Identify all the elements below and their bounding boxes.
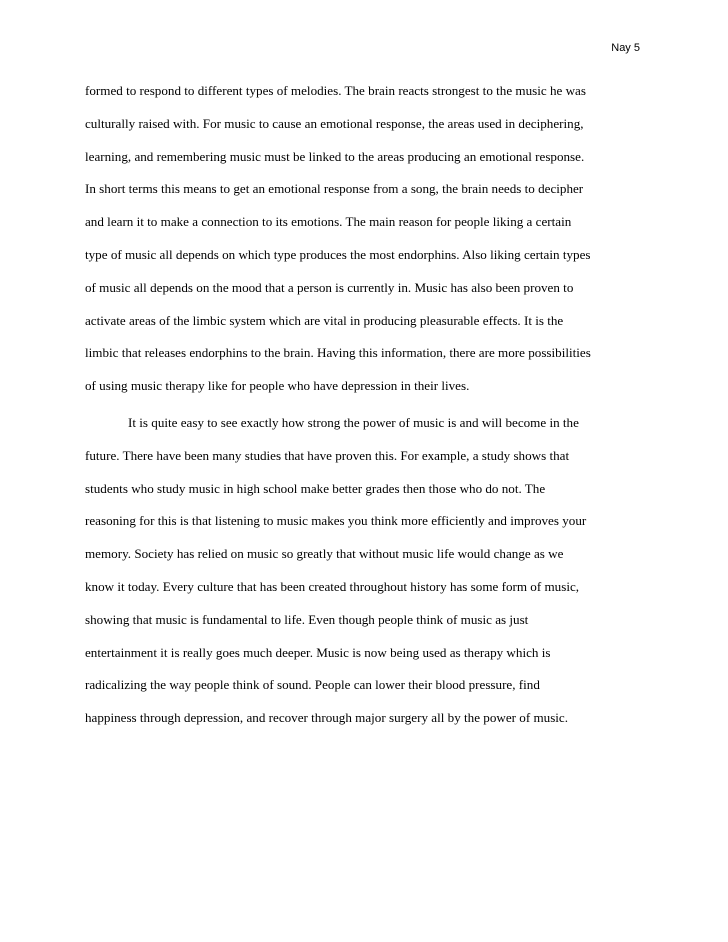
text-line: In short terms this means to get an emotional response from a song, the brain needs to decipher [85,181,584,197]
text-line: culturally raised with. For music to cause an emotional response, the areas used in deciphering, [85,115,584,131]
text-line: type of music all depends on which type produces the most endorphins. Also liking certain types [85,246,591,262]
text-line: It is quite easy to see exactly how strong the power of music is and will become in the [128,414,579,430]
page-number-header: Nay 5 [611,42,640,54]
text-line: future. There have been many studies that have proven this. For example, a study shows that [85,447,570,463]
text-line: formed to respond to different types of melodies. The brain reacts strongest to the music he was [85,83,586,98]
text-line: of using music therapy like for people who have depression in their lives. [85,378,470,394]
text-line: know it today. Every culture that has been created throughout history has some form of music, [85,578,580,594]
text-line: limbic that releases endorphins to the brain. Having this information, there are more possibilities [85,345,591,361]
text-line: radicalizing the way people think of sound. People can lower their blood pressure, find [85,677,540,693]
text-line: activate areas of the limbic system which are vital in producing pleasurable effects. It is the [85,312,564,328]
text-line: reasoning for this is that listening to music makes you think more efficiently and improves your [85,513,587,529]
paragraph-2 [85,414,655,742]
paragraph-1 [85,82,655,410]
text-line: of music all depends on the mood that a person is currently in. Music has also been proven to [85,279,574,295]
text-line: students who study music in high school make better grades then those who do not. The [85,480,546,496]
text-line: entertainment it is really goes much deeper. Music is now being used as therapy which is [85,644,551,660]
text-line: memory. Society has relied on music so greatly that without music life would change as we [85,546,564,562]
body-text [85,82,655,742]
text-line: showing that music is fundamental to life. Even though people think of music as just [85,611,529,627]
text-line: learning, and remembering music must be linked to the areas producing an emotional response. [85,148,585,164]
text-line: happiness through depression, and recover through major surgery all by the power of music. [85,710,569,726]
text-line: and learn it to make a connection to its emotions. The main reason for people liking a certain [85,214,572,230]
